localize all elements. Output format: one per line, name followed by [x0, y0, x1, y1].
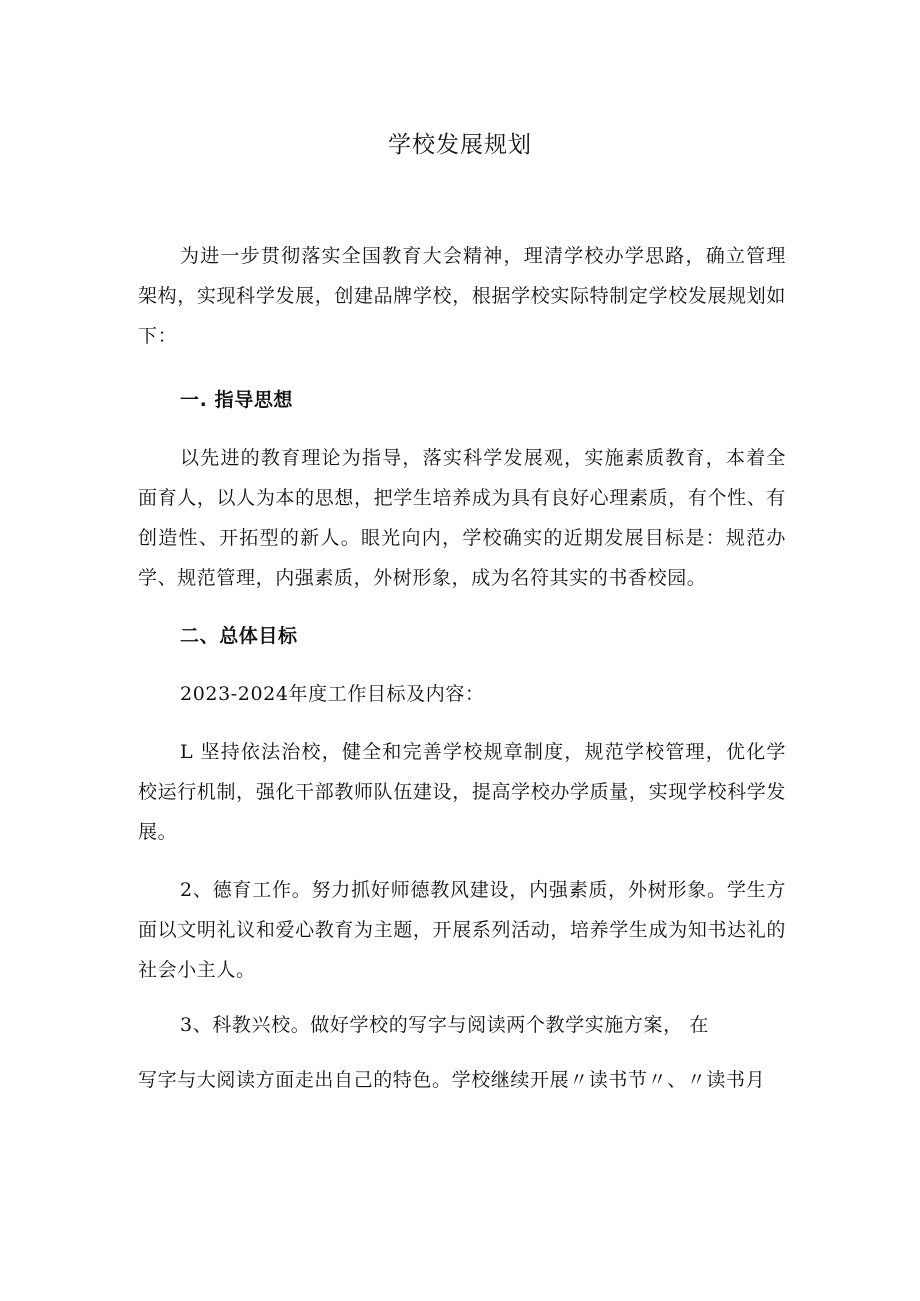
year-goals-line	[138, 674, 786, 714]
goal-item-1-text: 坚持依法治校，健全和完善学校规章制度，规范学校管理，优化学校运行机制，强化干部教师队伍建设，提高学校办学质量，实现学校科学发展。	[138, 741, 787, 843]
document-body	[138, 236, 786, 1100]
year-goals-label: 年度工作目标及内容：	[288, 683, 485, 705]
goal-item-3-line-1: 、科教兴校。做好学校的写字与阅读两个教学实施方案， 在	[192, 1014, 709, 1036]
goal-item-1	[138, 732, 786, 852]
year-range: 2023-2024	[180, 683, 289, 705]
goal-item-2-number: 2	[180, 879, 193, 901]
goal-item-2-text: 、德育工作。努力抓好师德教风建设，内强素质，外树形象。学生方面以文明礼议和爱心教育为主题，开展系列活动，培养学生成为知书达礼的社会小主人。	[138, 879, 786, 981]
goal-item-1-number: L	[180, 741, 194, 763]
goal-item-2	[138, 870, 786, 990]
goal-item-3-number: 3	[180, 1014, 193, 1036]
page-title: 学校发展规划	[388, 132, 532, 158]
intro-paragraph: 为进一步贯彻落实全国教育大会精神，理清学校办学思路，确立管理架构，实现科学发展，创建品牌学校，根据学校实际特制定学校发展规划如下：	[138, 245, 786, 347]
section-heading-overall-goals: 二、总体目标	[180, 625, 298, 647]
section-heading-guiding-ideology: 一. 指导思想	[180, 389, 294, 411]
goal-item-3-continued: 写字与大阅读方面走出自己的特色。学校继续开展〃读书节〃、〃读书月	[138, 1069, 766, 1091]
goal-item-3	[138, 1005, 786, 1045]
guiding-ideology-paragraph: 以先进的教育理论为指导，落实科学发展观，实施素质教育，本着全面育人，以人为本的思想，把学生培养成为具有良好心理素质，有个性、有创造性、开拓型的新人。眼光向内，学校确实的近期发展目标是：规范办学、规范管理，内强素质，外树形象，成为名符其实的书香校园。	[138, 447, 786, 589]
